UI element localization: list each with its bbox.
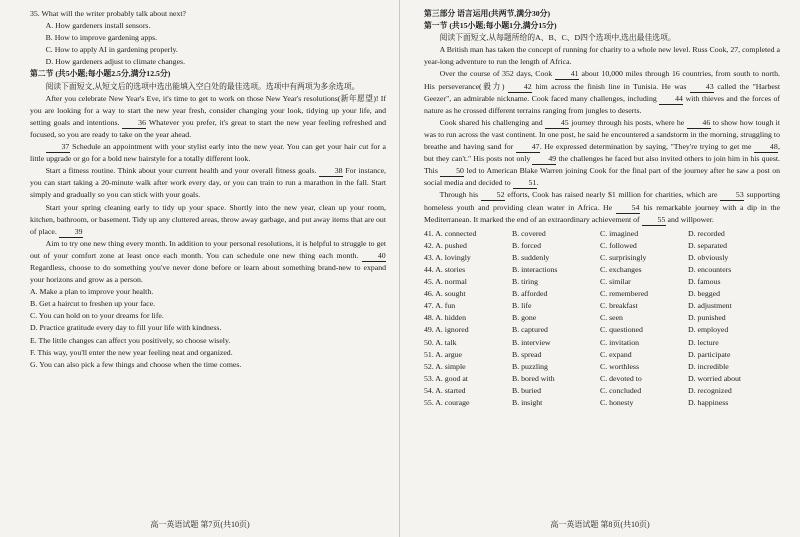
choice-option: D. employed xyxy=(688,325,729,335)
passage-text: supporting homeless youth and providing clean water in Africa. He xyxy=(424,190,780,212)
q35-option: D. How gardeners adjust to climate changes. xyxy=(45,57,186,67)
choice-option: B. spread xyxy=(512,349,542,359)
passage-text: him across the finish line in Tunisia. He was xyxy=(532,81,690,91)
choice-option: 45. A. normal xyxy=(424,277,467,287)
passage-text: the challenges he faced but also invited others to join him in his quest. This xyxy=(424,154,780,176)
choice-option: D. happiness xyxy=(688,398,729,407)
choice-option: C. devoted to xyxy=(600,373,642,383)
choice-option: C. imagined xyxy=(600,228,639,238)
blank-53: 53 xyxy=(720,190,744,201)
choice-option: B. insight xyxy=(512,398,543,407)
part3-heading: 第三部分 语言运用(共两节,满分30分) xyxy=(424,9,551,18)
passage-text: to show how tough it was to run across the vast continent. In one post, he said he encountered a sandstorm in the morning, struggling to breathe and having sand for xyxy=(424,117,780,152)
blank-42: 42 xyxy=(508,82,532,93)
blank-41: 41 xyxy=(555,69,579,80)
choice-option: 48. A. hidden xyxy=(424,313,467,323)
choice-option: 53. A. good at xyxy=(424,373,468,383)
answer-option: G. You can also pick a few things and choose when the time comes. xyxy=(30,359,242,369)
choice-option: B. tiring xyxy=(512,277,538,287)
choice-option: 51. A. argue xyxy=(424,349,462,359)
passage-text: A British man has taken the concept of running for charity to a whole new level. Russ Cook, 27, completed a year-long adventure to run the length of Africa. xyxy=(424,45,780,67)
blank-47: 47 xyxy=(516,142,540,153)
blank-38: 38 xyxy=(319,166,343,177)
choice-option: D. worried about xyxy=(688,373,742,383)
reading-passage xyxy=(424,44,780,225)
choice-option: D. lecture xyxy=(688,337,719,347)
passage-text: , but they can't." His posts not only xyxy=(424,142,780,164)
choice-option: C. similar xyxy=(600,277,631,287)
passage-text: Through his xyxy=(439,190,481,200)
choice-option: D. incredible xyxy=(688,361,729,371)
section2-instruction: 阅读下面短文,从短文后的选项中选出能填入空白处的最佳选项。选项中有两项为多余选项。 xyxy=(45,81,360,91)
passage-text: . xyxy=(536,178,539,188)
passage-paragraph xyxy=(30,202,386,238)
passage-text: Schedule an appointment with your stylist early into the new year. You can get your hair cut for a little upgrade or go for a bold new hairstyle for a totally different look. xyxy=(30,142,386,164)
passage-text: For instance, you can start taking a 20-minute walk after work every day, or you can train to run a marathon in the fall. Start simply and gradually so you can stick with your goals. xyxy=(30,166,386,200)
passage-text: called the "Harbest Geezer", an admirable nickname. Cook faced many challenges, including xyxy=(424,81,781,103)
choice-option: D. recognized xyxy=(688,385,732,395)
passage-paragraph xyxy=(424,189,780,225)
blank-39: 39 xyxy=(59,227,83,238)
blank-49: 49 xyxy=(532,154,556,165)
choice-option: 47. A. fun xyxy=(424,301,456,311)
question-35: 35. What will the writer probably talk about next? xyxy=(30,9,186,18)
choice-option: B. captured xyxy=(512,325,548,335)
passage-text: Over the course of 352 days, Cook xyxy=(439,69,555,79)
right-content xyxy=(424,8,780,409)
choice-option: C. surprisingly xyxy=(600,252,647,262)
choice-option: D. begged xyxy=(688,289,721,299)
q35-option: B. How to improve gardening apps. xyxy=(45,33,158,43)
answer-option: E. The little changes can affect you positively, so choose wisely. xyxy=(30,335,231,345)
choice-option: C. breakfast xyxy=(600,301,638,311)
section1-heading: 第一节 (共15小题;每小题1分,满分15分) xyxy=(424,21,557,31)
choice-option: D. encounters xyxy=(688,264,732,274)
passage-paragraph xyxy=(424,117,780,190)
left-content xyxy=(30,8,386,371)
blank-43: 43 xyxy=(690,82,714,93)
page-footer-left: 高一英语试题 第7页(共10页) xyxy=(150,519,250,529)
passage-paragraph xyxy=(424,44,780,68)
passage-text: Start a fitness routine. Think about your current health and your overall fitness goals. xyxy=(45,166,319,176)
passage-text: Aim to try one new thing every month. In addition to your personal resolutions, it is helpful to struggle to get out of your comfort zone at least once each month. You can schedule one new thing each month. xyxy=(30,238,387,260)
choice-option: 42. A. pushed xyxy=(424,240,467,250)
passage-text: journey through his posts, where he xyxy=(568,117,687,127)
passage-text: Regardless, choose to do something you've never done before or learn about something brand-new to expand your horizons and grow as a person. xyxy=(30,262,386,285)
answer-options xyxy=(30,286,386,371)
choice-option: D. punished xyxy=(688,313,726,323)
blank-44: 44 xyxy=(659,94,683,105)
answer-option: C. You can hold on to your dreams for life. xyxy=(30,311,164,321)
answer-option: D. Practice gratitude every day to fill your life with kindness. xyxy=(30,323,222,333)
passage-text: After you celebrate New Year's Eve, it's time to get to work on those New Year's resolutions(新年愿望)! If you are looking for a way to start the new year fresh, consider changing your look, tidying up your life, and setting goals and intentions. xyxy=(30,93,386,127)
choice-option: B. puzzling xyxy=(512,361,548,371)
blank-48: 48 xyxy=(754,142,778,153)
choice-option: 43. A. lovingly xyxy=(424,252,471,262)
blank-46: 46 xyxy=(687,118,711,129)
choice-option: 50. A. talk xyxy=(424,337,457,347)
choice-option: C. remembered xyxy=(600,289,649,299)
choice-option: 41. A. connected xyxy=(424,228,477,238)
blank-51: 51 xyxy=(513,178,537,189)
choice-option: D. participate xyxy=(688,349,731,359)
choice-option: 55. A. courage xyxy=(424,398,470,407)
section1-instruction: 阅读下面短文,从每题所给的A、B、C、D四个选项中,选出最佳选项。 xyxy=(439,33,676,43)
choice-option: 52. A. simple xyxy=(424,361,466,371)
choice-option: D. famous xyxy=(688,277,721,287)
passage-text: . He expressed determination by saying, "They're trying to get me xyxy=(539,142,755,152)
choice-option: 49. A. ignored xyxy=(424,325,469,335)
answer-option: F. This way, you'll enter the new year feeling neat and organized. xyxy=(30,347,233,357)
passage-text: led to American Blake Warren joining Cook for the final part of the journey after he saw a post on social media and decided to xyxy=(424,166,781,188)
passage-text: Whatever you prefer, it's great to start the new year feeling refreshed and focused, so you are ready to take on the year ahead. xyxy=(30,117,387,139)
blank-50: 50 xyxy=(440,166,464,177)
answer-option: A. Make a plan to improve your health. xyxy=(30,287,154,297)
q35-options xyxy=(30,20,386,68)
choice-option: C. followed xyxy=(600,240,637,250)
passage-text: efforts, Cook has raised nearly $1 million for charities, which are xyxy=(504,190,721,200)
choice-option: B. forced xyxy=(512,240,542,250)
choice-option: C. invitation xyxy=(600,337,639,347)
passage-text: Cook shared his challenging and xyxy=(439,117,545,127)
choice-option: B. covered xyxy=(512,228,546,238)
passage-paragraph xyxy=(30,141,386,165)
right-page xyxy=(400,0,800,537)
choice-option: B. life xyxy=(512,301,532,311)
blank-45: 45 xyxy=(545,118,569,129)
blank-37: 37 xyxy=(46,142,70,153)
choice-option: C. questioned xyxy=(600,325,643,335)
choice-option: D. adjustment xyxy=(688,301,732,311)
choice-option: D. separated xyxy=(688,240,727,250)
choice-option: C. honesty xyxy=(600,398,634,407)
passage-paragraph xyxy=(30,93,386,141)
q35-option: C. How to apply AI in gardening properly. xyxy=(45,45,178,55)
choice-option: D. recorded xyxy=(688,228,725,238)
page-footer-right: 高一英语试题 第8页(共10页) xyxy=(550,519,650,529)
choice-option: C. worthless xyxy=(600,361,639,371)
choice-option: B. interview xyxy=(512,337,551,347)
choice-option: B. gone xyxy=(512,313,537,323)
passage-text: and willpower. xyxy=(665,214,714,224)
passage-text: with thieves and the forces of nature as he crossed different terrains ranging from jungles to deserts. xyxy=(424,93,781,115)
passage-paragraph xyxy=(30,238,386,286)
choice-option: C. exchanges xyxy=(600,264,642,274)
choice-option: B. afforded xyxy=(512,289,548,299)
passage-text: Start your spring cleaning early to tidy up your space. Shortly into the new year, clean up your room, kitchen, bathroom, or basement. Tidy up any cluttered areas, throw away garbage, and put away items that are out of place. xyxy=(30,202,386,236)
q35-option: A. How gardeners install sensors. xyxy=(45,21,151,31)
passage-paragraph xyxy=(424,68,780,116)
passage-text: about 10,000 miles through 16 countries, from south to north. His perseverance(毅力) xyxy=(424,69,780,91)
choice-option: 44. A. stories xyxy=(424,264,466,274)
passage-text: his remarkable journey with a dip in the Mediterranean. It marked the end of an extraordinary achievement of xyxy=(424,202,781,224)
section2-heading: 第二节 (共5小题;每小题2.5分,满分12.5分) xyxy=(30,69,171,79)
blank-55: 55 xyxy=(642,215,666,226)
choice-option: 54. A. started xyxy=(424,385,466,395)
choice-option: 46. A. sought xyxy=(424,289,466,299)
choice-grid xyxy=(424,228,780,409)
passage-paragraph xyxy=(30,165,386,201)
choice-option: B. suddenly xyxy=(512,252,550,262)
choice-option: C. expand xyxy=(600,349,632,359)
choice-option: C. seen xyxy=(600,313,623,323)
blank-54: 54 xyxy=(616,203,640,214)
choice-option: B. interactions xyxy=(512,264,558,274)
cloze-passage xyxy=(30,93,386,287)
answer-option: B. Get a haircut to freshen up your face. xyxy=(30,299,156,309)
blank-36: 36 xyxy=(122,118,146,129)
blank-40: 40 xyxy=(362,251,386,262)
blank-52: 52 xyxy=(481,190,505,201)
choice-option: C. concluded xyxy=(600,385,642,395)
choice-option: B. bored with xyxy=(512,373,555,383)
choice-option: D. obviously xyxy=(688,252,729,262)
choice-option: B. buried xyxy=(512,385,542,395)
